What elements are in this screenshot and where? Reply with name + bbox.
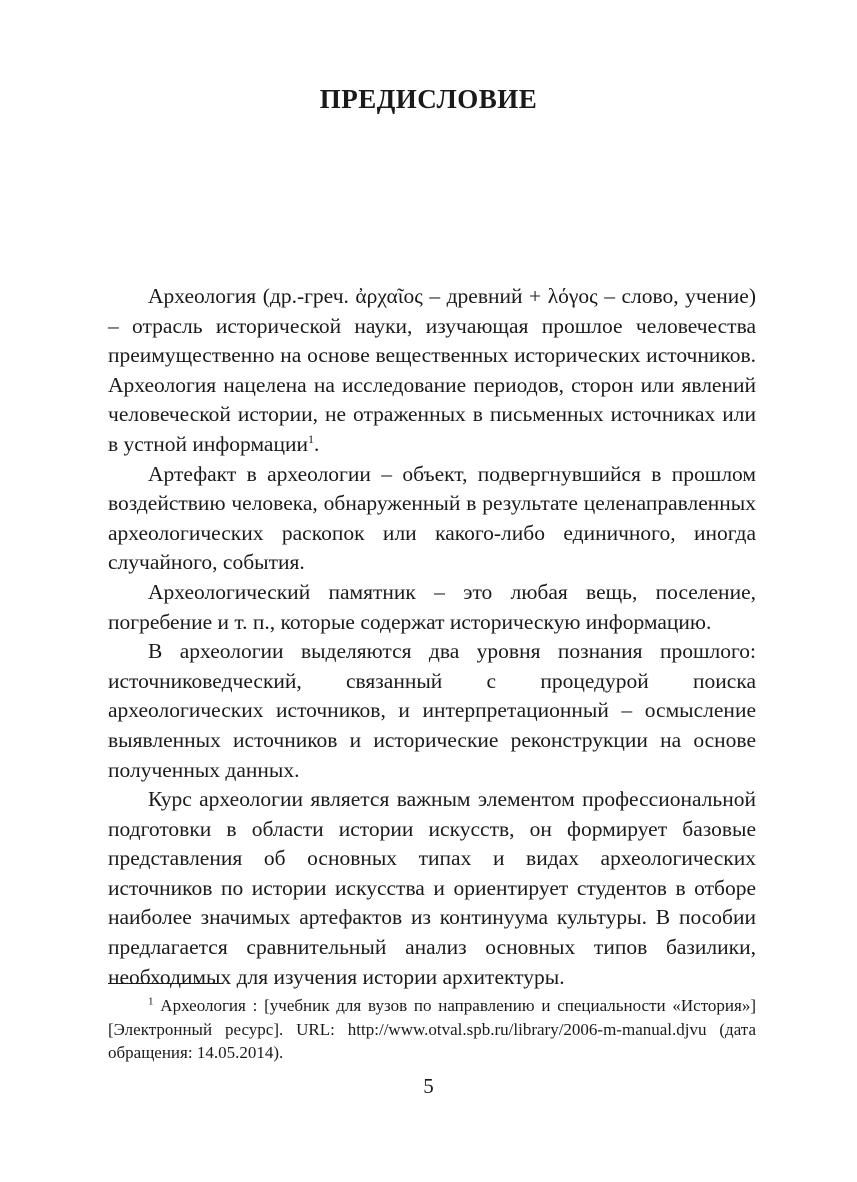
- footnote-separator: [108, 983, 223, 984]
- footnote-text: Археология : [учебник для вузов по направлению и специальности «История»] [Электронный ресурс]. URL: http://www.otval.spb.ru/library/2006-m-manual.djvu (дата обращения: 14.05.2014).: [108, 996, 757, 1062]
- paragraph-tail: .: [314, 431, 320, 456]
- paragraph-levels: В археологии выделяются два уровня познания прошлого: источниковедческий, связанный с процедурой поиска археологических источников, и интерпретационный – осмысление выявленных источников и исторические реконструкции на основе полученных данных.: [108, 639, 756, 782]
- paragraph-artifact: Артефакт в археологии – объект, подвергнувшийся в прошлом воздействию человека, обнаруженный в результате целенаправленных археологических раскопок или какого-либо единичного, иногда случайного, события.: [108, 461, 756, 575]
- body-text: [108, 282, 756, 992]
- page-title: ПРЕДИСЛОВИЕ: [319, 84, 538, 114]
- footnote-marker: 1: [148, 995, 154, 1008]
- footnote: [108, 994, 756, 1065]
- paragraph-archaeology-definition: [108, 282, 756, 460]
- paragraph-text: Археология (др.-греч. ἀρχαῖος – древний + λόγος – слово, учение) – отрасль исторической науки, изучающая прошлое человечества преимущественно на основе вещественных исторических источников. Археология нацелена на исследование периодов, сторон или явлений человеческой истории, не отраженных в письменных источниках или в устной информации: [108, 284, 756, 456]
- footnote-reference: 1: [308, 431, 314, 446]
- page-number: 5: [423, 1074, 434, 1098]
- paragraph-monument: Археологический памятник – это любая вещь, поселение, погребение и т. п., которые содержат историческую информацию.: [108, 579, 756, 634]
- paragraph-course: Курс археологии является важным элементом профессиональной подготовки в области истории искусств, он формирует базовые представления об основных типах и видах археологических источников по истории искусства и ориентирует студентов в отборе наиболее значимых артефактов из континуума культуры. В пособии предлагается сравнительный анализ основных типов базилики, необходимых для изучения истории архитектуры.: [108, 787, 756, 989]
